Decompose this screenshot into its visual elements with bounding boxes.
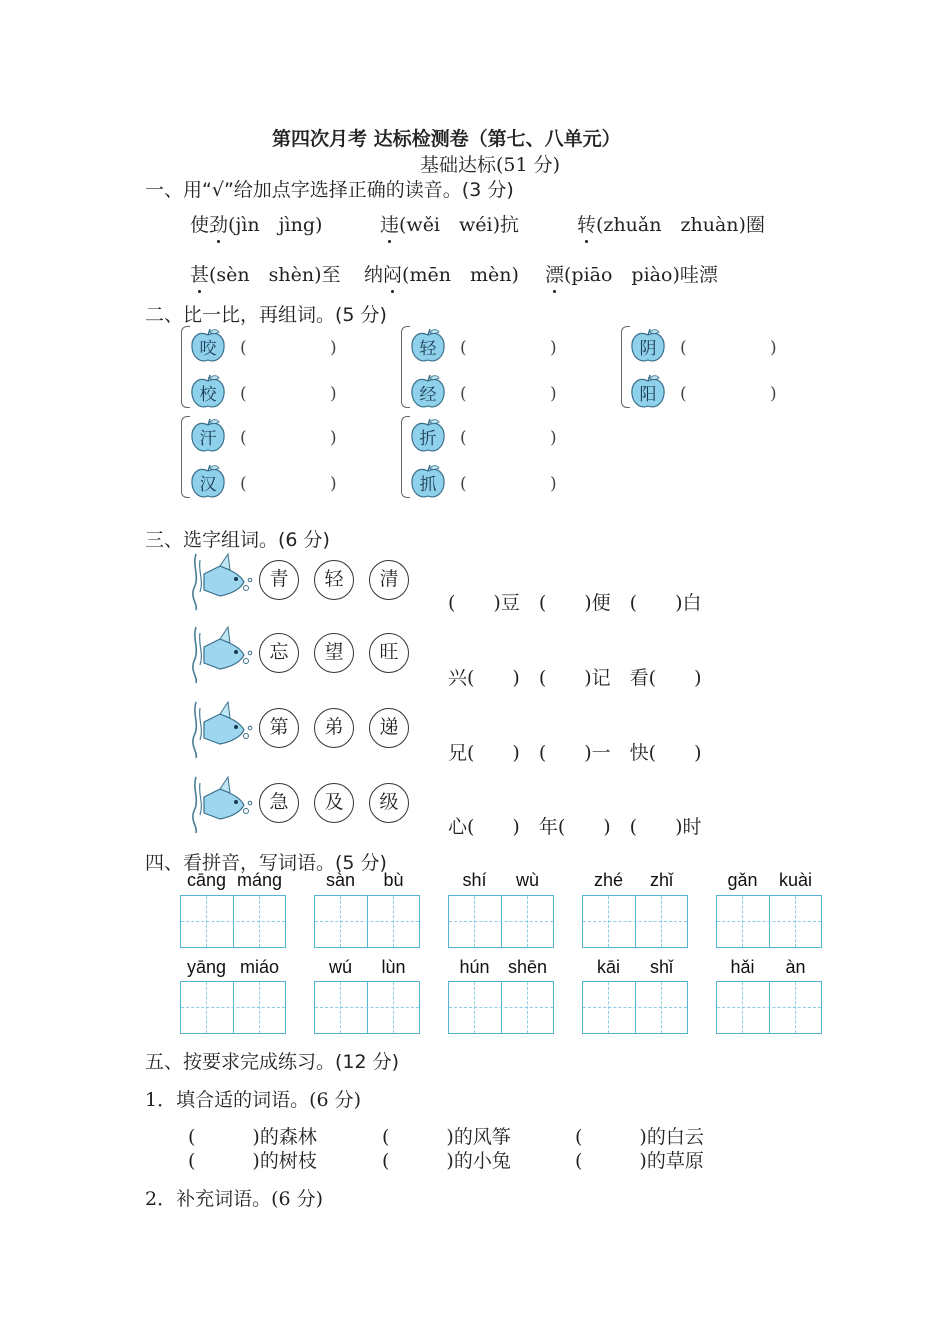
apple-char-label: 咬 — [199, 339, 217, 359]
pinyin-label: sàn — [325, 870, 356, 890]
apple-char — [190, 418, 226, 454]
apple-char — [410, 418, 446, 454]
s1-item-5: 纳闷 (mēn mèn) — [364, 260, 519, 287]
circled-char: 青 — [259, 560, 299, 600]
word-fill-line[interactable]: 心( ) 年( ) ( )时 — [448, 816, 702, 838]
circled-char: 旺 — [369, 633, 409, 673]
section-2-heading: 二、比一比，再组词。(5 分) — [145, 304, 387, 326]
circled-char: 递 — [369, 708, 409, 748]
writing-grid[interactable] — [582, 981, 688, 1034]
pair-bracket — [401, 416, 410, 498]
apple-char — [410, 374, 446, 410]
page-title: 第四次月考 达标检测卷（第七、八单元） — [272, 128, 621, 150]
answer-open-paren[interactable]: ( — [680, 338, 687, 358]
q1-blank[interactable]: ( )的草原 — [575, 1150, 704, 1172]
section-4-heading: 四、看拼音，写词语。(5 分) — [145, 852, 387, 874]
answer-open-paren[interactable]: ( — [240, 474, 247, 494]
fish-icon — [190, 700, 254, 760]
q1-blank[interactable]: ( )的树枝 — [188, 1150, 317, 1172]
page-subtitle: 基础达标(51 分) — [420, 154, 561, 176]
apple-char-label: 轻 — [419, 339, 437, 359]
pinyin-label: lùn — [381, 957, 406, 977]
pair-bracket — [181, 416, 190, 498]
writing-grid[interactable] — [314, 981, 420, 1034]
word-fill-line[interactable]: ( )豆 ( )便 ( )白 — [448, 592, 702, 614]
answer-close-paren: ) — [330, 384, 337, 404]
answer-open-paren[interactable]: ( — [240, 384, 247, 404]
apple-char — [190, 464, 226, 500]
apple-char-label: 抓 — [419, 475, 437, 495]
pinyin-label: kuài — [778, 870, 813, 890]
pinyin-label: zhǐ — [649, 870, 673, 890]
apple-char — [630, 328, 666, 364]
pinyin-label: zhé — [593, 870, 624, 890]
circled-char: 轻 — [314, 560, 354, 600]
writing-grid[interactable] — [716, 981, 822, 1034]
pair-bracket — [401, 326, 410, 408]
apple-char — [410, 328, 446, 364]
apple-char-label: 汗 — [199, 429, 217, 449]
pinyin-label: bù — [383, 870, 404, 890]
fish-icon — [190, 775, 254, 835]
q1-blank[interactable]: ( )的白云 — [575, 1126, 704, 1148]
apple-char-label: 折 — [419, 429, 437, 449]
answer-open-paren[interactable]: ( — [680, 384, 687, 404]
pinyin-label: cāng — [186, 870, 227, 890]
answer-close-paren: ) — [770, 338, 777, 358]
s1-item-6: 漂 (piāo piào)哇漂 — [545, 260, 718, 287]
writing-grid[interactable] — [716, 895, 822, 948]
answer-open-paren[interactable]: ( — [240, 428, 247, 448]
s1-item-1: 使劲 (jìn jìng) — [190, 210, 322, 237]
writing-grid[interactable] — [180, 981, 286, 1034]
circled-char: 弟 — [314, 708, 354, 748]
answer-close-paren: ) — [330, 474, 337, 494]
circled-char: 望 — [314, 633, 354, 673]
q1-blank[interactable]: ( )的小兔 — [382, 1150, 511, 1172]
apple-char-label: 阳 — [639, 385, 657, 405]
pinyin-label: hún — [459, 957, 490, 977]
q1-blank[interactable]: ( )的森林 — [188, 1126, 317, 1148]
s1-item-4: 甚 (sèn shèn)至 — [190, 260, 341, 287]
answer-close-paren: ) — [550, 338, 557, 358]
pinyin-label: kāi — [596, 957, 620, 977]
answer-open-paren[interactable]: ( — [460, 384, 467, 404]
writing-grid[interactable] — [582, 895, 688, 948]
circled-char: 第 — [259, 708, 299, 748]
word-fill-line[interactable]: 兴( ) ( )记 看( ) — [448, 667, 702, 689]
apple-char — [630, 374, 666, 410]
answer-open-paren[interactable]: ( — [240, 338, 247, 358]
pinyin-label: yāng — [186, 957, 227, 977]
fish-icon — [190, 552, 254, 612]
apple-char-label: 汉 — [199, 475, 217, 495]
answer-open-paren[interactable]: ( — [460, 338, 467, 358]
pinyin-label: shǐ — [649, 957, 673, 977]
pinyin-label: shí — [462, 870, 487, 890]
circled-char: 级 — [369, 783, 409, 823]
q1-heading: 1．填合适的词语。(6 分) — [145, 1089, 362, 1111]
section-5-heading: 五、按要求完成练习。(12 分) — [145, 1051, 400, 1073]
pinyin-label: gǎn — [727, 870, 758, 890]
circled-char: 及 — [314, 783, 354, 823]
pinyin-label: wù — [515, 870, 539, 890]
answer-close-paren: ) — [330, 428, 337, 448]
circled-char: 忘 — [259, 633, 299, 673]
answer-close-paren: ) — [550, 384, 557, 404]
s1-item-2: 违 (wěi wéi)抗 — [380, 210, 519, 237]
word-fill-line[interactable]: 兄( ) ( )一 快( ) — [448, 742, 702, 764]
pinyin-label: wú — [328, 957, 352, 977]
pinyin-label: shēn — [507, 957, 548, 977]
q2-heading: 2．补充词语。(6 分) — [145, 1188, 324, 1210]
pinyin-label: máng — [236, 870, 283, 890]
answer-close-paren: ) — [550, 474, 557, 494]
pair-bracket — [181, 326, 190, 408]
writing-grid[interactable] — [448, 981, 554, 1034]
apple-char-label: 校 — [199, 385, 217, 405]
answer-close-paren: ) — [330, 338, 337, 358]
circled-char: 清 — [369, 560, 409, 600]
answer-open-paren[interactable]: ( — [460, 474, 467, 494]
section-1-heading: 一、用“√”给加点字选择正确的读音。(3 分) — [145, 179, 514, 201]
pinyin-label: hǎi — [730, 957, 755, 977]
pinyin-label: àn — [785, 957, 806, 977]
answer-close-paren: ) — [770, 384, 777, 404]
pinyin-label: miáo — [239, 957, 279, 977]
apple-char-label: 经 — [419, 385, 437, 405]
fish-icon — [190, 625, 254, 685]
s1-item-3: 转 (zhuǎn zhuàn)圈 — [577, 210, 765, 237]
apple-char-label: 阴 — [639, 339, 657, 359]
answer-close-paren: ) — [550, 428, 557, 448]
apple-char — [410, 464, 446, 500]
section-3-heading: 三、选字组词。(6 分) — [145, 529, 330, 551]
writing-grid[interactable] — [314, 895, 420, 948]
apple-char — [190, 374, 226, 410]
pair-bracket — [621, 326, 630, 408]
writing-grid[interactable] — [180, 895, 286, 948]
q1-blank[interactable]: ( )的风筝 — [382, 1126, 511, 1148]
circled-char: 急 — [259, 783, 299, 823]
answer-open-paren[interactable]: ( — [460, 428, 467, 448]
apple-char — [190, 328, 226, 364]
writing-grid[interactable] — [448, 895, 554, 948]
